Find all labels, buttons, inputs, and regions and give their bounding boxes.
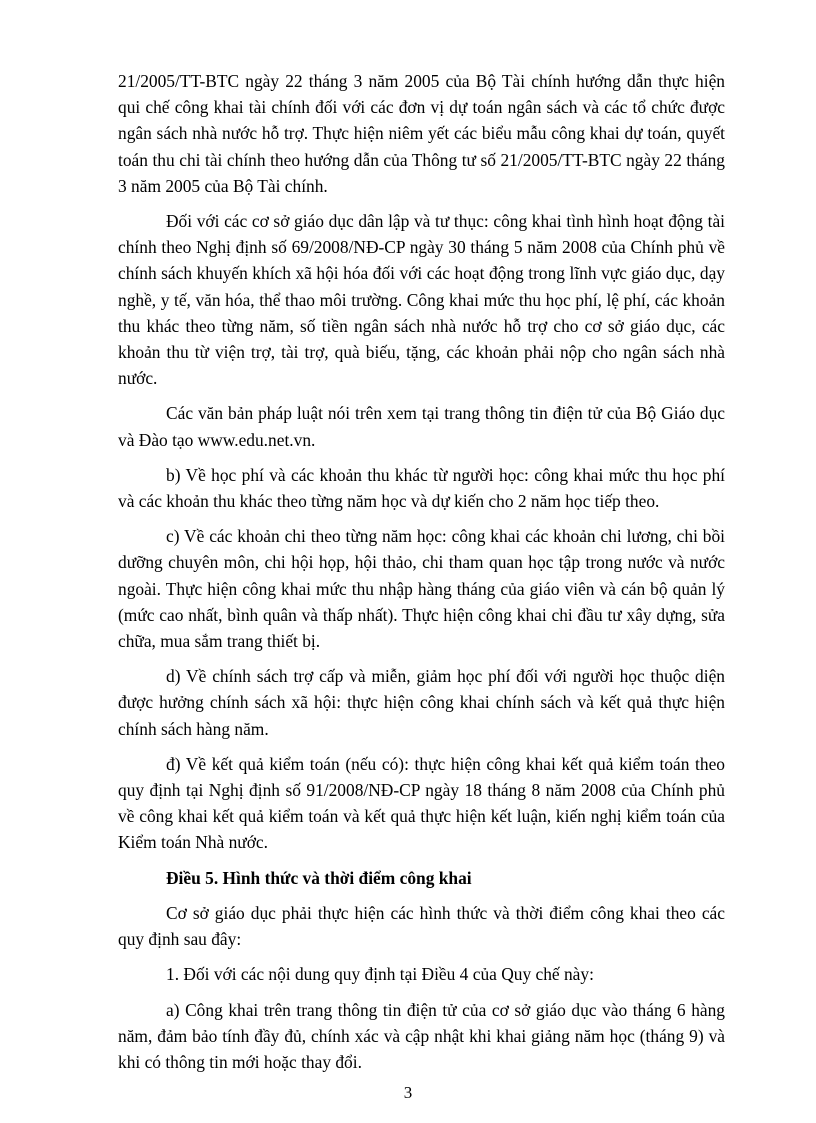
paragraph-item-d: d) Về chính sách trợ cấp và miễn, giảm học phí đối với người học thuộc diện được hưởng chính sách xã hội: thực hiện công khai chính sách và kết quả thực hiện chính sách hàng năm. <box>118 666 725 739</box>
paragraph-item-c: c) Về các khoản chi theo từng năm học: công khai các khoản chi lương, chi bồi dưỡng chuyên môn, chi hội họp, hội thảo, chi tham quan học tập trong nước và nước ngoài. Thực hiện công khai mức thu nhập hàng tháng của giáo viên và cán bộ quản lý (mức cao nhất, bình quân và thấp nhất). Thực hiện công khai chi đầu tư xây dựng, sửa chữa, mua sắm trang thiết bị. <box>118 526 725 652</box>
paragraph-article-intro: Cơ sở giáo dục phải thực hiện các hình thức và thời điểm công khai theo các quy định sau đây: <box>118 902 725 950</box>
page-number: 3 <box>403 1083 413 1102</box>
paragraph-private-institutions: Đối với các cơ sở giáo dục dân lập và tư thục: công khai tình hình hoạt động tài chính theo Nghị định số 69/2008/NĐ-CP ngày 30 tháng 5 năm 2008 của Chính phủ về chính sách khuyến khích xã hội hóa đối với các hoạt động trong lĩnh vực giáo dục, dạy nghề, y tế, văn hóa, thể thao môi trường. Công khai mức thu học phí, lệ phí, các khoản thu khác theo từng năm, số tiền ngân sách nhà nước hỗ trợ cho cơ sở giáo dục, các khoản thu từ viện trợ, tài trợ, quà biếu, tặng, các khoản phải nộp cho ngân sách nhà nước. <box>118 211 725 389</box>
paragraph-item-a: a) Công khai trên trang thông tin điện tử của cơ sở giáo dục vào tháng 6 hàng năm, đảm bảo tính đầy đủ, chính xác và cập nhật khi khai giảng năm học (tháng 9) và khi có thông tin mới hoặc thay đổi. <box>118 999 725 1072</box>
paragraph-item-dd: đ) Về kết quả kiểm toán (nếu có): thực hiện công khai kết quả kiểm toán theo quy định tại Nghị định số 91/2008/NĐ-CP ngày 18 tháng 8 năm 2008 của Chính phủ về công khai kết quả kiểm toán và kết quả thực hiện kết luận, kiến nghị kiểm toán của Kiểm toán Nhà nước. <box>118 753 725 853</box>
paragraph-legal-documents: Các văn bản pháp luật nói trên xem tại trang thông tin điện tử của Bộ Giáo dục và Đào tạo www.edu.net.vn. <box>118 403 725 450</box>
paragraph-item-b: b) Về học phí và các khoản thu khác từ người học: công khai mức thu học phí và các khoản thu khác theo từng năm học và dự kiến cho 2 năm học tiếp theo. <box>118 464 725 512</box>
paragraph-continuation: 21/2005/TT-BTC ngày 22 tháng 3 năm 2005 của Bộ Tài chính hướng dẫn thực hiện qui chế công khai tài chính đối với các đơn vị dự toán ngân sách và các tổ chức được ngân sách nhà nước hỗ trợ. Thực hiện niêm yết các biểu mẫu công khai dự toán, quyết toán thu chi tài chính theo hướng dẫn của Thông tư số 21/2005/TT-BTC ngày 22 tháng 3 năm 2005 của Bộ Tài chính. <box>118 71 725 196</box>
article-heading: Điều 5. Hình thức và thời điểm công khai <box>166 867 472 888</box>
paragraph-item-1: 1. Đối với các nội dung quy định tại Điều 4 của Quy chế này: <box>166 964 594 985</box>
document-page <box>118 68 725 1084</box>
